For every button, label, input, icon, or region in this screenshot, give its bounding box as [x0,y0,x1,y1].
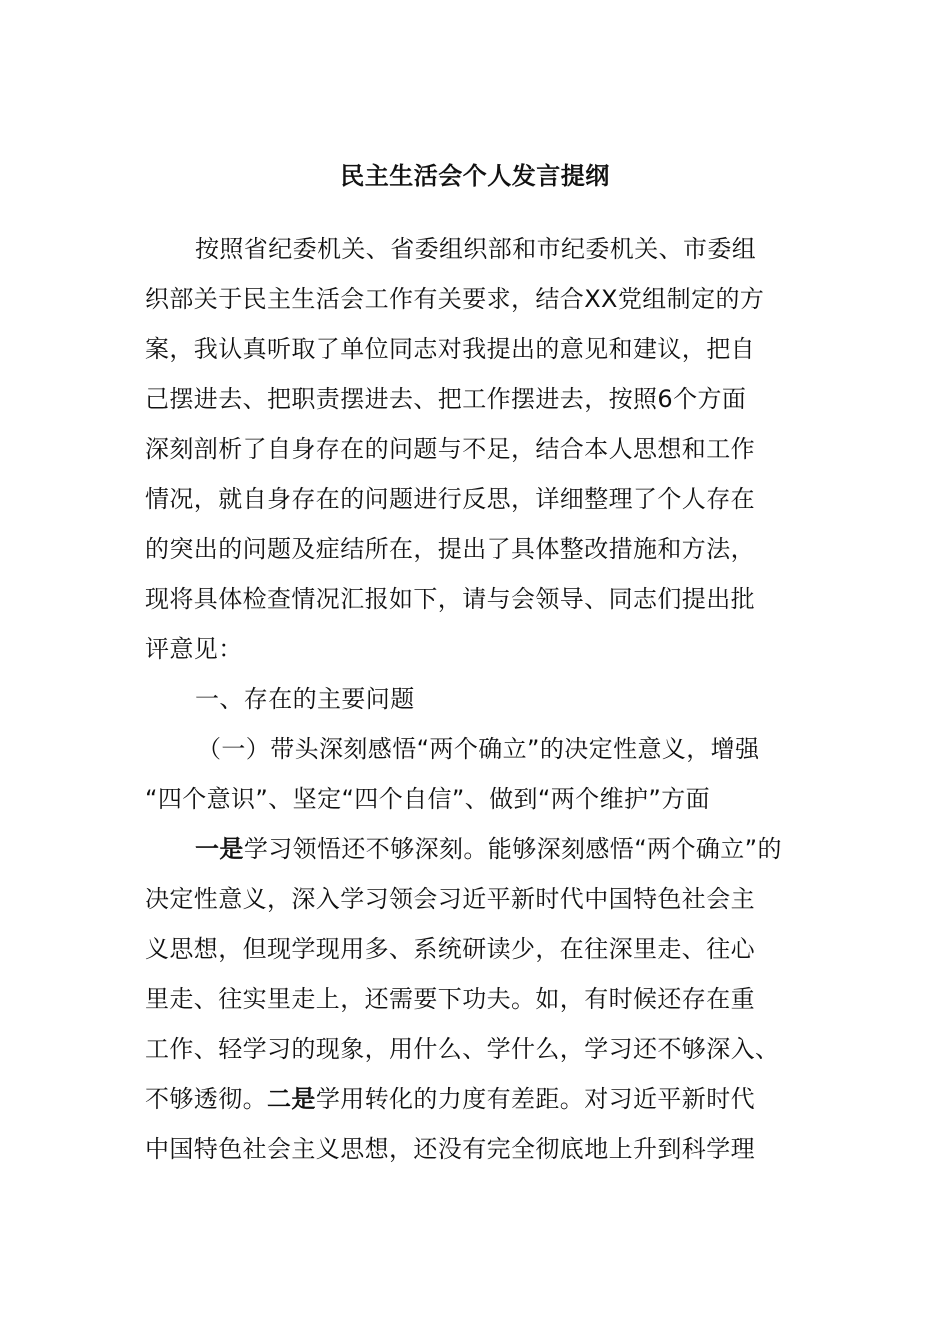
point-marker-first: 一是 [195,835,244,863]
subsection-heading-line: “四个意识”、坚定“四个自信”、做到“两个维护”方面 [145,785,710,813]
paragraph-text: 不够透彻。 [145,1085,267,1113]
paragraph-line: 的突出的问题及症结所在，提出了具体整改措施和方法， [145,535,755,563]
paragraph-line: 工作、轻学习的现象，用什么、学什么，学习还不够深入、 [145,1035,780,1063]
paragraph-text: 学用转化的力度有差距。对习近平新时代 [315,1085,756,1113]
paragraph-line: 中国特色社会主义思想，还没有完全彻底地上升到科学理 [145,1135,755,1163]
paragraph-line: 现将具体检查情况汇报如下，请与会领导、同志们提出批 [145,585,755,613]
paragraph-line: 义思想，但现学现用多、系统研读少，在往深里走、往心 [145,935,755,963]
paragraph-line [145,1079,825,1119]
paragraph-line: 里走、往实里走上，还需要下功夫。如，有时候还存在重 [145,985,755,1013]
paragraph-line: 织部关于民主生活会工作有关要求，结合XX党组制定的方 [145,285,765,313]
paragraph-line: 己摆进去、把职责摆进去、把工作摆进去，按照6个方面 [145,385,747,413]
document-title: 民主生活会个人发言提纲 [340,162,610,190]
subsection-heading-line: （一）带头深刻感悟“两个确立”的决定性意义，增强 [197,735,760,763]
paragraph-line: 决定性意义，深入学习领会习近平新时代中国特色社会主 [145,885,755,913]
section-heading: 一、存在的主要问题 [195,685,415,713]
paragraph-text: 学习领悟还不够深刻。能够深刻感悟“两个确立”的 [243,835,782,863]
paragraph-line: 评意见： [145,635,243,663]
paragraph-line: 案，我认真听取了单位同志对我提出的意见和建议，把自 [145,335,755,363]
paragraph-line [195,829,875,869]
point-marker-second: 二是 [267,1085,316,1113]
paragraph-line: 深刻剖析了自身存在的问题与不足，结合本人思想和工作 [145,435,755,463]
paragraph-line: 按照省纪委机关、省委组织部和市纪委机关、市委组 [195,235,757,263]
paragraph-line: 情况，就自身存在的问题进行反思，详细整理了个人存在 [145,485,755,513]
